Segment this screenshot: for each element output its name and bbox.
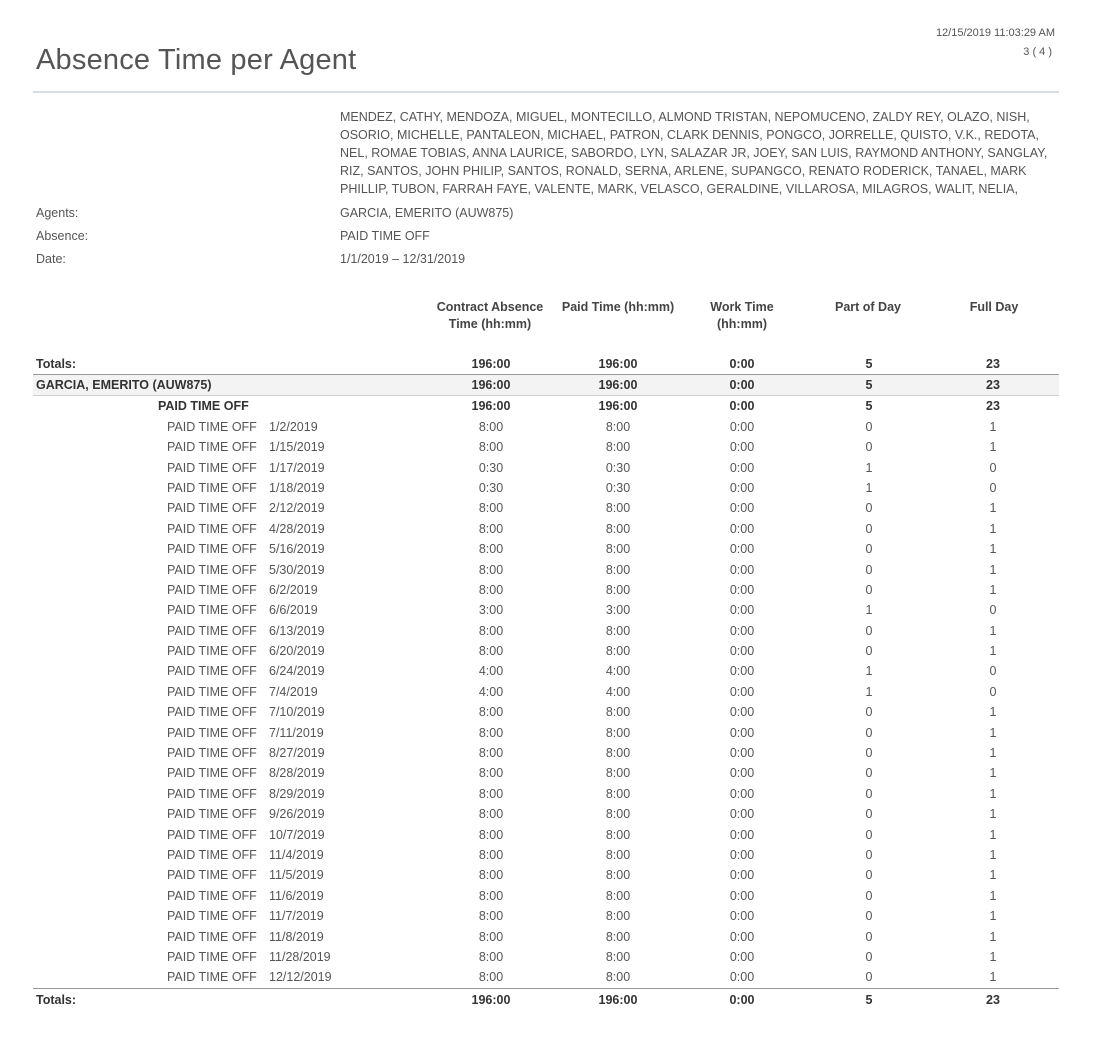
absence-type: PAID TIME OFF <box>167 644 257 659</box>
table-row <box>33 723 1059 743</box>
cell-work: 0:00 <box>729 399 755 414</box>
report-parameters <box>36 202 1036 271</box>
absence-type: PAID TIME OFF <box>167 562 257 577</box>
table-row <box>33 600 1059 620</box>
cell-paid: 8:00 <box>605 827 631 842</box>
param-row-absence <box>36 225 1036 248</box>
totals-row-top <box>33 354 1059 375</box>
cell-contract: 8:00 <box>478 827 504 842</box>
cell-part: 1 <box>865 603 873 618</box>
param-value: PAID TIME OFF <box>340 229 430 243</box>
absence-date: 8/28/2019 <box>269 766 325 781</box>
cell-paid: 8:00 <box>605 542 631 557</box>
cell-full: 1 <box>989 949 997 964</box>
absence-type: PAID TIME OFF <box>167 909 257 924</box>
cell-full: 0 <box>989 664 997 679</box>
cell-paid: 8:00 <box>605 746 631 761</box>
cell-full: 1 <box>989 827 997 842</box>
cell-paid: 8:00 <box>605 847 631 862</box>
report-title: Absence Time per Agent <box>36 44 357 76</box>
table-row <box>33 682 1059 702</box>
cell-part: 0 <box>865 786 873 801</box>
cell-paid: 8:00 <box>605 644 631 659</box>
cell-contract: 8:00 <box>478 888 504 903</box>
cell-work: 0:00 <box>729 460 755 475</box>
column-header-part: Part of Day <box>835 300 901 314</box>
absence-table <box>33 354 1059 1011</box>
row-label: Totals: <box>36 992 77 1007</box>
cell-part: 0 <box>865 970 873 985</box>
cell-contract: 8:00 <box>478 419 504 434</box>
cell-work: 0:00 <box>729 929 755 944</box>
absence-type: PAID TIME OFF <box>167 766 257 781</box>
column-header-work: Work Time (hh:mm) <box>710 300 774 331</box>
cell-work: 0:00 <box>729 542 755 557</box>
cell-part: 0 <box>865 644 873 659</box>
detail-rows <box>33 417 1059 989</box>
cell-contract: 196:00 <box>471 399 511 414</box>
cell-full: 23 <box>986 399 1000 414</box>
absence-type: PAID TIME OFF <box>167 603 257 618</box>
cell-work: 0:00 <box>729 644 755 659</box>
cell-paid: 8:00 <box>605 623 631 638</box>
cell-paid: 8:00 <box>605 419 631 434</box>
param-value: 1/1/2019 – 12/31/2019 <box>340 252 466 266</box>
row-label: GARCIA, EMERITO (AUW875) <box>36 378 212 392</box>
absence-type: PAID TIME OFF <box>167 970 257 985</box>
cell-contract: 8:00 <box>478 440 504 455</box>
cell-full: 0 <box>989 480 997 495</box>
cell-contract: 8:00 <box>478 644 504 659</box>
absence-type: PAID TIME OFF <box>167 460 257 475</box>
absence-date: 6/13/2019 <box>269 623 325 638</box>
cell-contract: 3:00 <box>478 603 504 618</box>
table-row <box>33 437 1059 457</box>
cell-work: 0:00 <box>729 501 755 516</box>
cell-paid: 3:00 <box>605 603 631 618</box>
absence-date: 1/18/2019 <box>269 480 325 495</box>
cell-paid: 196:00 <box>598 357 638 371</box>
absence-date: 6/24/2019 <box>269 664 325 679</box>
cell-work: 0:00 <box>729 970 755 985</box>
absence-type: PAID TIME OFF <box>167 521 257 536</box>
absence-type: PAID TIME OFF <box>167 623 257 638</box>
absence-type: PAID TIME OFF <box>167 929 257 944</box>
cell-paid: 8:00 <box>605 970 631 985</box>
cell-work: 0:00 <box>729 807 755 822</box>
table-row <box>33 560 1059 580</box>
table-row <box>33 763 1059 783</box>
cell-work: 0:00 <box>729 419 755 434</box>
totals-row-bottom <box>33 989 1059 1011</box>
absence-date: 6/6/2019 <box>269 603 318 618</box>
cell-part: 0 <box>865 501 873 516</box>
table-row <box>33 702 1059 722</box>
cell-full: 1 <box>989 521 997 536</box>
cell-part: 5 <box>865 378 873 392</box>
cell-full: 23 <box>986 357 1000 371</box>
cell-contract: 196:00 <box>471 992 511 1007</box>
absence-type: PAID TIME OFF <box>167 582 257 597</box>
agent-list: MENDEZ, CATHY, MENDOZA, MIGUEL, MONTECILLO, ALMOND TRISTAN, NEPOMUCENO, ZALDY REY, OLAZO, NISH, OSORIO, MICHELLE, PANTALEON, MICHAEL, PATRON, CLARK DENNIS, PONGCO, JORRELLE, QUISTO, V.K., REDOTA, NEL, ROMAE TOBIAS, ANNA LAURICE, SABORDO, LYN, SALAZAR JR, JOEY, SAN LUIS, RAYMOND ANTHONY, SANGLAY, RIZ, SANTOS, JOHN PHILIP, SANTOS, RONALD, SERNA, ARLENE, SUPANGCO, RENATO RODERICK, TANAEL, MARK PHILLIP, TUBON, FARRAH FAYE, VALENTE, MARK, VELASCO, GERALDINE, VILLAROSA, MILAGROS, WALIT, NELIA, <box>340 110 1048 196</box>
absence-type: PAID TIME OFF <box>167 949 257 964</box>
absence-date: 1/15/2019 <box>269 440 325 455</box>
absence-date: 4/28/2019 <box>269 521 325 536</box>
absence-date: 8/29/2019 <box>269 786 325 801</box>
cell-part: 1 <box>865 480 873 495</box>
param-row-date <box>36 248 1036 271</box>
absence-type: PAID TIME OFF <box>167 868 257 883</box>
cell-full: 1 <box>989 644 997 659</box>
cell-full: 1 <box>989 868 997 883</box>
cell-work: 0:00 <box>729 603 755 618</box>
cell-full: 0 <box>989 684 997 699</box>
cell-work: 0:00 <box>729 582 755 597</box>
cell-part: 0 <box>865 888 873 903</box>
cell-full: 1 <box>989 909 997 924</box>
cell-contract: 8:00 <box>478 847 504 862</box>
cell-paid: 196:00 <box>598 399 638 414</box>
cell-full: 1 <box>989 623 997 638</box>
cell-part: 0 <box>865 766 873 781</box>
cell-contract: 8:00 <box>478 582 504 597</box>
table-row <box>33 825 1059 845</box>
absence-type: PAID TIME OFF <box>167 664 257 679</box>
absence-date: 1/17/2019 <box>269 460 325 475</box>
param-label: Agents: <box>36 206 79 220</box>
absence-date: 5/16/2019 <box>269 542 325 557</box>
param-row-agents <box>36 202 1036 225</box>
cell-contract: 8:00 <box>478 929 504 944</box>
cell-part: 0 <box>865 807 873 822</box>
param-label: Date: <box>36 252 66 266</box>
absence-date: 10/7/2019 <box>269 827 325 842</box>
cell-paid: 8:00 <box>605 949 631 964</box>
cell-work: 0:00 <box>729 766 755 781</box>
cell-part: 0 <box>865 909 873 924</box>
cell-work: 0:00 <box>729 909 755 924</box>
cell-work: 0:00 <box>729 664 755 679</box>
column-header-contract: Contract Absence Time (hh:mm) <box>436 300 544 331</box>
absence-type: PAID TIME OFF <box>167 725 257 740</box>
cell-full: 1 <box>989 807 997 822</box>
cell-full: 1 <box>989 786 997 801</box>
cell-work: 0:00 <box>729 623 755 638</box>
absence-type: PAID TIME OFF <box>167 847 257 862</box>
cell-part: 0 <box>865 623 873 638</box>
cell-paid: 4:00 <box>605 684 631 699</box>
cell-part: 1 <box>865 664 873 679</box>
table-row <box>33 886 1059 906</box>
absence-date: 7/11/2019 <box>269 725 324 740</box>
cell-full: 1 <box>989 562 997 577</box>
absence-date: 2/12/2019 <box>269 501 325 516</box>
absence-date: 11/28/2019 <box>269 949 331 964</box>
table-row <box>33 865 1059 885</box>
cell-paid: 8:00 <box>605 725 631 740</box>
absence-type: PAID TIME OFF <box>167 440 257 455</box>
agent-row <box>33 375 1059 396</box>
absence-type: PAID TIME OFF <box>167 684 257 699</box>
cell-part: 5 <box>865 399 873 414</box>
cell-paid: 8:00 <box>605 501 631 516</box>
cell-contract: 8:00 <box>478 521 504 536</box>
table-row <box>33 743 1059 763</box>
absence-type: PAID TIME OFF <box>167 888 257 903</box>
table-row <box>33 661 1059 681</box>
cell-full: 1 <box>989 542 997 557</box>
cell-part: 0 <box>865 949 873 964</box>
absence-date: 11/6/2019 <box>269 888 324 903</box>
table-row <box>33 947 1059 967</box>
absence-type: PAID TIME OFF <box>167 501 257 516</box>
cell-work: 0:00 <box>729 480 755 495</box>
cell-work: 0:00 <box>729 746 755 761</box>
cell-paid: 8:00 <box>605 582 631 597</box>
absence-type: PAID TIME OFF <box>167 786 257 801</box>
table-row <box>33 804 1059 824</box>
absence-type: PAID TIME OFF <box>167 419 257 434</box>
cell-part: 0 <box>865 582 873 597</box>
absence-type: PAID TIME OFF <box>167 705 257 720</box>
cell-work: 0:00 <box>729 725 755 740</box>
cell-part: 5 <box>865 357 873 371</box>
absence-date: 1/2/2019 <box>269 419 318 434</box>
absence-date: 11/4/2019 <box>269 847 324 862</box>
table-row <box>33 539 1059 559</box>
cell-part: 5 <box>865 992 873 1007</box>
absence-group-row <box>33 396 1059 416</box>
cell-full: 23 <box>986 992 1000 1007</box>
cell-full: 1 <box>989 582 997 597</box>
page-number: 3 ( 4 ) <box>1023 46 1052 58</box>
cell-part: 0 <box>865 847 873 862</box>
cell-part: 0 <box>865 542 873 557</box>
cell-contract: 8:00 <box>478 949 504 964</box>
absence-type: PAID TIME OFF <box>167 480 257 495</box>
absence-date: 9/26/2019 <box>269 807 325 822</box>
cell-work: 0:00 <box>729 357 755 371</box>
cell-work: 0:00 <box>729 440 755 455</box>
cell-paid: 8:00 <box>605 888 631 903</box>
cell-work: 0:00 <box>729 562 755 577</box>
cell-work: 0:00 <box>729 684 755 699</box>
table-row <box>33 498 1059 518</box>
cell-paid: 8:00 <box>605 521 631 536</box>
param-value: GARCIA, EMERITO (AUW875) <box>340 206 514 220</box>
absence-date: 7/10/2019 <box>269 705 325 720</box>
table-row <box>33 906 1059 926</box>
cell-full: 1 <box>989 705 997 720</box>
column-header-full: Full Day <box>969 300 1019 314</box>
cell-part: 0 <box>865 827 873 842</box>
cell-full: 1 <box>989 847 997 862</box>
cell-paid: 0:30 <box>605 480 631 495</box>
absence-date: 12/12/2019 <box>269 970 332 985</box>
cell-full: 1 <box>989 419 997 434</box>
table-row <box>33 967 1059 987</box>
cell-work: 0:00 <box>729 868 755 883</box>
table-row <box>33 458 1059 478</box>
absence-date: 5/30/2019 <box>269 562 325 577</box>
table-row <box>33 519 1059 539</box>
cell-full: 1 <box>989 440 997 455</box>
cell-contract: 8:00 <box>478 909 504 924</box>
cell-contract: 8:00 <box>478 542 504 557</box>
cell-part: 0 <box>865 562 873 577</box>
cell-paid: 8:00 <box>605 786 631 801</box>
cell-part: 0 <box>865 868 873 883</box>
cell-contract: 0:30 <box>478 460 504 475</box>
absence-date: 11/5/2019 <box>269 868 324 883</box>
title-divider <box>33 91 1059 93</box>
cell-paid: 0:30 <box>605 460 631 475</box>
cell-paid: 8:00 <box>605 868 631 883</box>
cell-paid: 196:00 <box>598 378 638 392</box>
cell-contract: 196:00 <box>471 357 511 371</box>
cell-full: 23 <box>986 378 1000 392</box>
absence-date: 6/2/2019 <box>269 582 318 597</box>
cell-part: 0 <box>865 440 873 455</box>
cell-contract: 8:00 <box>478 623 504 638</box>
cell-paid: 196:00 <box>598 992 638 1007</box>
table-row <box>33 417 1059 437</box>
table-row <box>33 478 1059 498</box>
cell-contract: 8:00 <box>478 725 504 740</box>
table-row <box>33 621 1059 641</box>
cell-paid: 8:00 <box>605 909 631 924</box>
report-timestamp: 12/15/2019 11:03:29 AM <box>935 27 1055 39</box>
cell-part: 0 <box>865 521 873 536</box>
absence-date: 11/7/2019 <box>269 909 324 924</box>
cell-contract: 8:00 <box>478 807 504 822</box>
cell-work: 0:00 <box>729 705 755 720</box>
absence-date: 11/8/2019 <box>269 929 324 944</box>
cell-contract: 8:00 <box>478 705 504 720</box>
cell-part: 0 <box>865 746 873 761</box>
cell-full: 1 <box>989 888 997 903</box>
cell-paid: 4:00 <box>605 664 631 679</box>
cell-full: 1 <box>989 766 997 781</box>
cell-contract: 196:00 <box>471 378 511 392</box>
absence-type: PAID TIME OFF <box>167 746 257 761</box>
table-row <box>33 845 1059 865</box>
cell-contract: 0:30 <box>478 480 504 495</box>
absence-date: 8/27/2019 <box>269 746 325 761</box>
cell-contract: 8:00 <box>478 501 504 516</box>
cell-full: 0 <box>989 603 997 618</box>
table-row <box>33 580 1059 600</box>
table-row <box>33 641 1059 661</box>
cell-contract: 8:00 <box>478 562 504 577</box>
cell-full: 1 <box>989 970 997 985</box>
cell-contract: 8:00 <box>478 786 504 801</box>
cell-paid: 8:00 <box>605 705 631 720</box>
cell-part: 0 <box>865 705 873 720</box>
cell-work: 0:00 <box>729 888 755 903</box>
absence-date: 6/20/2019 <box>269 644 325 659</box>
table-row <box>33 927 1059 947</box>
row-label: PAID TIME OFF <box>158 399 249 414</box>
cell-part: 0 <box>865 725 873 740</box>
cell-work: 0:00 <box>729 992 755 1007</box>
absence-date: 7/4/2019 <box>269 684 318 699</box>
absence-type: PAID TIME OFF <box>167 807 257 822</box>
cell-paid: 8:00 <box>605 766 631 781</box>
row-label: Totals: <box>36 357 77 371</box>
cell-full: 1 <box>989 501 997 516</box>
cell-full: 1 <box>989 746 997 761</box>
cell-paid: 8:00 <box>605 929 631 944</box>
cell-contract: 4:00 <box>478 684 504 699</box>
cell-work: 0:00 <box>729 786 755 801</box>
cell-contract: 8:00 <box>478 766 504 781</box>
cell-contract: 8:00 <box>478 970 504 985</box>
cell-full: 1 <box>989 725 997 740</box>
cell-contract: 8:00 <box>478 746 504 761</box>
cell-work: 0:00 <box>729 949 755 964</box>
cell-work: 0:00 <box>729 827 755 842</box>
cell-full: 0 <box>989 460 997 475</box>
absence-type: PAID TIME OFF <box>167 542 257 557</box>
cell-contract: 4:00 <box>478 664 504 679</box>
cell-part: 0 <box>865 929 873 944</box>
cell-part: 1 <box>865 460 873 475</box>
cell-part: 1 <box>865 684 873 699</box>
table-row <box>33 784 1059 804</box>
param-label: Absence: <box>36 229 89 243</box>
cell-paid: 8:00 <box>605 807 631 822</box>
cell-full: 1 <box>989 929 997 944</box>
cell-paid: 8:00 <box>605 562 631 577</box>
absence-type: PAID TIME OFF <box>167 827 257 842</box>
column-header-paid: Paid Time (hh:mm) <box>561 300 675 314</box>
cell-work: 0:00 <box>729 521 755 536</box>
cell-part: 0 <box>865 419 873 434</box>
cell-contract: 8:00 <box>478 868 504 883</box>
cell-paid: 8:00 <box>605 440 631 455</box>
cell-work: 0:00 <box>729 847 755 862</box>
cell-work: 0:00 <box>729 378 755 392</box>
